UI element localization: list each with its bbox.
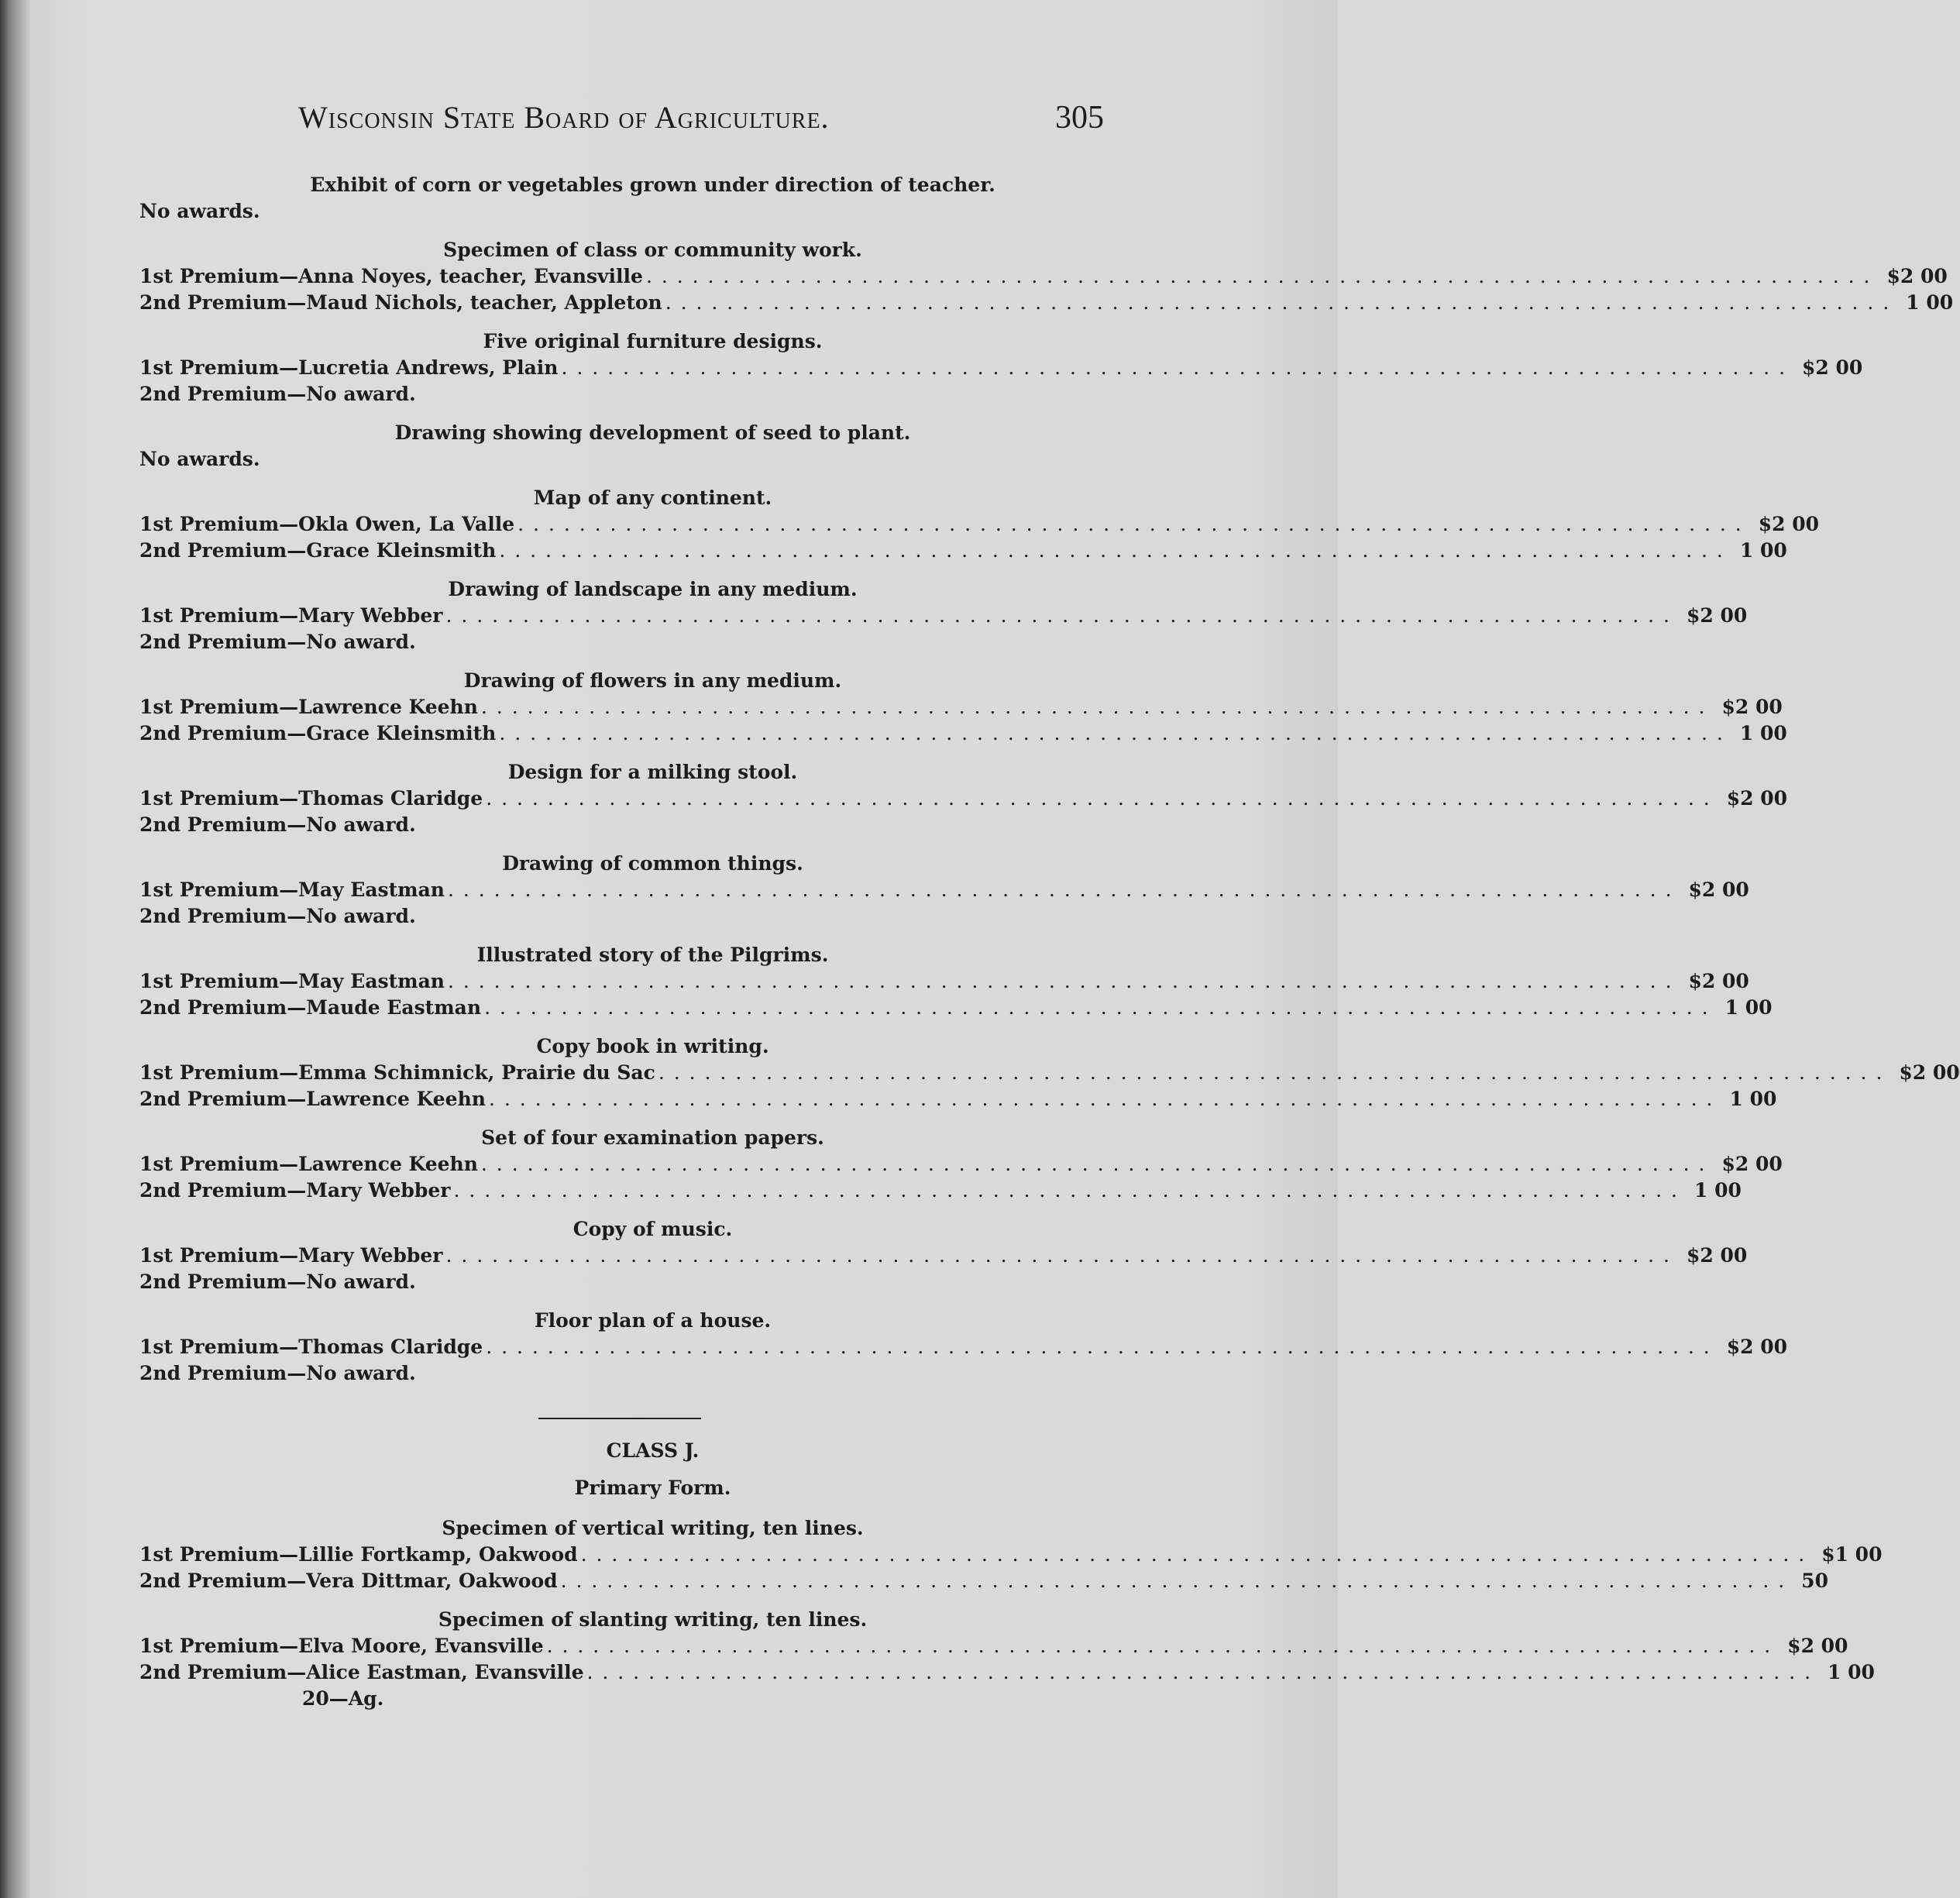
premium-amount: $2 00 <box>1726 1336 1788 1358</box>
premium-amount: $2 00 <box>1787 1635 1848 1657</box>
leader-dots: . . . . . . . . . . . . . . . . . . . . . . . . . . . . . . . . . . . . . . . . . . . . . . . . . . . . . . . . . . . . . . . . . . . . . . . . . . . . . . . . <box>665 291 1891 314</box>
premium-amount: $2 00 <box>1686 1244 1748 1267</box>
section-title: Drawing of flowers in any medium. <box>463 669 842 692</box>
section-title: Exhibit of corn or vegetables grown under direction of teacher. <box>310 174 995 196</box>
section-title: Specimen of class or community work. <box>443 239 862 261</box>
premium-label: 1st Premium—Lawrence Keehn <box>139 1153 478 1175</box>
page-content <box>139 172 1960 1712</box>
premium-row <box>139 812 1104 838</box>
premium-amount: $2 00 <box>1802 356 1863 379</box>
premium-row <box>139 694 1783 720</box>
premium-label: 2nd Premium—No award. <box>139 631 416 653</box>
leader-dots: . . . . . . . . . . . . . . . . . . . . . . . . . . . . . . . . . . . . . . . . . . . . . . . . . . . . . . . . . . . . . . . . . . . . . . . . . . . . . . . . <box>518 513 1743 535</box>
class-j-sections <box>139 1515 1883 1686</box>
running-title: Wisconsin State Board of Agriculture. <box>298 100 830 135</box>
leader-dots: . . . . . . . . . . . . . . . . . . . . . . . . . . . . . . . . . . . . . . . . . . . . . . . . . . . . . . . . . . . . . . . . . . . . . . . . . . . . . . . . <box>484 996 1710 1019</box>
premium-label: 1st Premium—Lawrence Keehn <box>139 696 478 718</box>
premium-row <box>139 1542 1883 1568</box>
premium-row <box>139 1360 1104 1387</box>
premium-amount: $2 00 <box>1686 604 1748 627</box>
section-title: Specimen of slanting writing, ten lines. <box>438 1608 868 1631</box>
premium-label: 2nd Premium—No award. <box>139 1270 416 1293</box>
premium-amount: 1 00 <box>1739 722 1787 744</box>
leader-dots: . . . . . . . . . . . . . . . . . . . . . . . . . . . . . . . . . . . . . . . . . . . . . . . . . . . . . . . . . . . . . . . . . . . . . . . . . . . . . . . . <box>480 696 1707 718</box>
leader-dots: . . . . . . . . . . . . . . . . . . . . . . . . . . . . . . . . . . . . . . . . . . . . . . . . . . . . . . . . . . . . . . . . . . . . . . . . . . . . . . . . <box>488 1088 1714 1110</box>
section-title: Drawing of common things. <box>502 852 803 875</box>
premium-row <box>139 786 1788 812</box>
premium-label: 2nd Premium—Grace Kleinsmith <box>139 722 497 744</box>
section-note: No awards. <box>139 200 260 222</box>
premium-row <box>139 511 1819 538</box>
premium-row <box>139 1151 1783 1178</box>
signature-mark: 20—Ag. <box>302 1687 384 1710</box>
premium-amount: 1 00 <box>1694 1179 1742 1202</box>
premium-amount: $2 00 <box>1688 970 1749 992</box>
premium-row <box>139 1269 1104 1295</box>
class-heading: CLASS J. <box>606 1439 700 1462</box>
premium-row <box>139 263 1948 290</box>
premium-label: 1st Premium—May Eastman <box>139 879 445 901</box>
section-title: Illustrated story of the Pilgrims. <box>476 944 829 966</box>
class-subheading: Primary Form. <box>574 1477 731 1499</box>
section-title: Five original furniture designs. <box>483 330 823 352</box>
premium-amount: $2 00 <box>1721 1153 1783 1175</box>
section-title: Design for a milking stool. <box>507 761 798 783</box>
premium-row <box>139 968 1749 995</box>
premium-row <box>139 1659 1875 1686</box>
section-title: Floor plan of a house. <box>534 1309 772 1332</box>
premium-row <box>139 290 1954 316</box>
premium-label: 2nd Premium—Maude Eastman <box>139 996 482 1019</box>
leader-dots: . . . . . . . . . . . . . . . . . . . . . . . . . . . . . . . . . . . . . . . . . . . . . . . . . . . . . . . . . . . . . . . . . . . . . . . . . . . . . . . . <box>580 1543 1807 1566</box>
premium-row <box>139 720 1787 747</box>
leader-dots: . . . . . . . . . . . . . . . . . . . . . . . . . . . . . . . . . . . . . . . . . . . . . . . . . . . . . . . . . . . . . . . . . . . . . . . . . . . . . . . . <box>546 1635 1773 1657</box>
premium-row <box>139 1060 1960 1086</box>
leader-dots: . . . . . . . . . . . . . . . . . . . . . . . . . . . . . . . . . . . . . . . . . . . . . . . . . . . . . . . . . . . . . . . . . . . . . . . . . . . . . . . . <box>586 1661 1813 1683</box>
leader-dots: . . . . . . . . . . . . . . . . . . . . . . . . . . . . . . . . . . . . . . . . . . . . . . . . . . . . . . . . . . . . . . . . . . . . . . . . . . . . . . . . <box>445 604 1671 627</box>
premium-label: 2nd Premium—No award. <box>139 1362 416 1384</box>
premium-row <box>139 603 1748 629</box>
premium-amount: 1 00 <box>1828 1661 1875 1683</box>
premium-row <box>139 1086 1777 1112</box>
section-title: Copy book in writing. <box>536 1035 769 1057</box>
premium-row <box>139 538 1787 564</box>
premium-amount: $2 00 <box>1726 787 1788 810</box>
premium-row <box>139 903 1104 930</box>
premium-label: 2nd Premium—Maud Nichols, teacher, Appleton <box>139 291 662 314</box>
premium-label: 1st Premium—Anna Noyes, teacher, Evansville <box>139 265 643 287</box>
premium-label: 2nd Premium—Lawrence Keehn <box>139 1088 486 1110</box>
premium-label: 2nd Premium—Alice Eastman, Evansville <box>139 1661 584 1683</box>
leader-dots: . . . . . . . . . . . . . . . . . . . . . . . . . . . . . . . . . . . . . . . . . . . . . . . . . . . . . . . . . . . . . . . . . . . . . . . . . . . . . . . . <box>447 879 1673 901</box>
leader-dots: . . . . . . . . . . . . . . . . . . . . . . . . . . . . . . . . . . . . . . . . . . . . . . . . . . . . . . . . . . . . . . . . . . . . . . . . . . . . . . . . <box>561 356 1787 379</box>
premium-label: 2nd Premium—No award. <box>139 813 416 836</box>
premium-amount: $2 00 <box>1688 879 1749 901</box>
premium-row <box>139 629 1104 655</box>
leader-dots: . . . . . . . . . . . . . . . . . . . . . . . . . . . . . . . . . . . . . . . . . . . . . . . . . . . . . . . . . . . . . . . . . . . . . . . . . . . . . . . . <box>499 539 1724 562</box>
premium-amount: $2 00 <box>1721 696 1783 718</box>
leader-dots: . . . . . . . . . . . . . . . . . . . . . . . . . . . . . . . . . . . . . . . . . . . . . . . . . . . . . . . . . . . . . . . . . . . . . . . . . . . . . . . . <box>447 970 1673 992</box>
section-title: Drawing of landscape in any medium. <box>448 578 858 600</box>
premium-row <box>139 1633 1848 1659</box>
premium-label: 2nd Premium—Mary Webber <box>139 1179 451 1202</box>
premium-label: 2nd Premium—Grace Kleinsmith <box>139 539 497 562</box>
section-divider <box>538 1418 701 1419</box>
premium-label: 2nd Premium—Vera Dittmar, Oakwood <box>139 1570 558 1592</box>
leader-dots: . . . . . . . . . . . . . . . . . . . . . . . . . . . . . . . . . . . . . . . . . . . . . . . . . . . . . . . . . . . . . . . . . . . . . . . . . . . . . . . . <box>445 1244 1671 1267</box>
leader-dots: . . . . . . . . . . . . . . . . . . . . . . . . . . . . . . . . . . . . . . . . . . . . . . . . . . . . . . . . . . . . . . . . . . . . . . . . . . . . . . . . <box>560 1570 1786 1592</box>
section-title: Set of four examination papers. <box>481 1126 824 1149</box>
premium-label: 1st Premium—Mary Webber <box>139 1244 443 1267</box>
premium-label: 1st Premium—Thomas Claridge <box>139 1336 483 1358</box>
premium-amount: 1 00 <box>1729 1088 1777 1110</box>
premium-amount: $2 00 <box>1886 265 1948 287</box>
premium-amount: 1 00 <box>1906 291 1954 314</box>
premium-label: 1st Premium—Emma Schimnick, Prairie du Sac <box>139 1061 655 1084</box>
section-title: Specimen of vertical writing, ten lines. <box>442 1517 864 1539</box>
premium-label: 1st Premium—Thomas Claridge <box>139 787 483 810</box>
premium-label: 2nd Premium—No award. <box>139 383 416 405</box>
leader-dots: . . . . . . . . . . . . . . . . . . . . . . . . . . . . . . . . . . . . . . . . . . . . . . . . . . . . . . . . . . . . . . . . . . . . . . . . . . . . . . . . <box>480 1153 1707 1175</box>
leader-dots: . . . . . . . . . . . . . . . . . . . . . . . . . . . . . . . . . . . . . . . . . . . . . . . . . . . . . . . . . . . . . . . . . . . . . . . . . . . . . . . . <box>486 1336 1711 1358</box>
premium-row <box>139 995 1773 1021</box>
premium-row <box>139 1334 1788 1360</box>
premium-amount: 1 00 <box>1724 996 1773 1019</box>
premium-label: 1st Premium—Lillie Fortkamp, Oakwood <box>139 1543 578 1566</box>
section-title: Drawing showing development of seed to plant. <box>394 421 911 444</box>
premium-row <box>139 1178 1742 1204</box>
page-header <box>298 99 1104 136</box>
premium-row <box>139 877 1749 903</box>
premium-label: 1st Premium—Okla Owen, La Valle <box>139 513 515 535</box>
leader-dots: . . . . . . . . . . . . . . . . . . . . . . . . . . . . . . . . . . . . . . . . . . . . . . . . . . . . . . . . . . . . . . . . . . . . . . . . . . . . . . . . <box>645 265 1872 287</box>
premium-label: 2nd Premium—No award. <box>139 905 416 927</box>
premium-label: 1st Premium—Mary Webber <box>139 604 443 627</box>
premium-amount: $2 00 <box>1899 1061 1960 1084</box>
premium-row <box>139 355 1863 381</box>
leader-dots: . . . . . . . . . . . . . . . . . . . . . . . . . . . . . . . . . . . . . . . . . . . . . . . . . . . . . . . . . . . . . . . . . . . . . . . . . . . . . . . . <box>486 787 1711 810</box>
premium-label: 1st Premium—Elva Moore, Evansville <box>139 1635 544 1657</box>
section-title: Copy of music. <box>573 1218 733 1240</box>
premium-amount: $1 00 <box>1821 1543 1883 1566</box>
leader-dots: . . . . . . . . . . . . . . . . . . . . . . . . . . . . . . . . . . . . . . . . . . . . . . . . . . . . . . . . . . . . . . . . . . . . . . . . . . . . . . . . <box>658 1061 1884 1084</box>
leader-dots: . . . . . . . . . . . . . . . . . . . . . . . . . . . . . . . . . . . . . . . . . . . . . . . . . . . . . . . . . . . . . . . . . . . . . . . . . . . . . . . . <box>453 1179 1680 1202</box>
premium-row <box>139 381 1104 407</box>
premium-amount: $2 00 <box>1758 513 1819 535</box>
premium-row <box>139 1568 1828 1594</box>
premium-row <box>139 1243 1748 1269</box>
page-number: 305 <box>1055 100 1104 136</box>
leader-dots: . . . . . . . . . . . . . . . . . . . . . . . . . . . . . . . . . . . . . . . . . . . . . . . . . . . . . . . . . . . . . . . . . . . . . . . . . . . . . . . . <box>499 722 1724 744</box>
premium-label: 1st Premium—May Eastman <box>139 970 445 992</box>
section-note: No awards. <box>139 448 260 470</box>
premium-amount: 50 <box>1801 1570 1828 1592</box>
premium-label: 1st Premium—Lucretia Andrews, Plain <box>139 356 559 379</box>
premium-sections <box>139 172 1960 1387</box>
premium-amount: 1 00 <box>1739 539 1787 562</box>
section-title: Map of any continent. <box>533 487 772 509</box>
